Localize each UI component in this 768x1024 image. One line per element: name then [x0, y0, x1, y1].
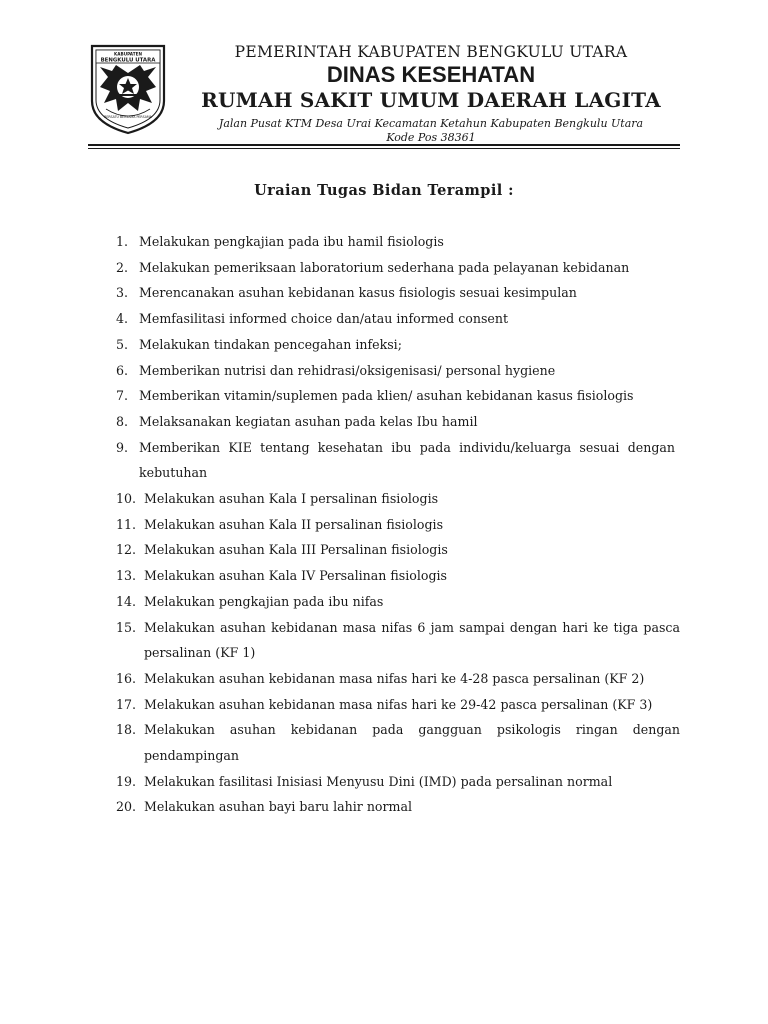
task-item: [0, 794, 680, 820]
task-number: 20.: [116, 799, 137, 815]
task-text: Memfasilitasi informed choice dan/atau informed consent: [139, 311, 509, 327]
task-text: Melakukan asuhan Kala II persalinan fisiologis: [144, 516, 444, 532]
task-number: 13.: [116, 568, 137, 584]
task-item: [0, 615, 680, 666]
task-item: [0, 383, 675, 409]
task-number: 15.: [116, 619, 137, 635]
task-item: [0, 486, 680, 512]
task-item: [0, 280, 675, 306]
task-number: 11.: [116, 516, 137, 532]
task-text: Melakukan asuhan Kala IV Persalinan fisiologis: [144, 568, 447, 584]
department-name: DINAS KESEHATAN: [326, 62, 536, 87]
task-text: Melakukan pemeriksaan laboratorium sederhana pada pelayanan kebidanan: [139, 259, 630, 275]
task-number: 3.: [116, 285, 129, 301]
task-number: 17.: [116, 696, 137, 712]
task-number: 5.: [116, 336, 129, 352]
task-number: 10.: [116, 491, 137, 507]
task-text: Memberikan nutrisi dan rehidrasi/oksigenisasi/ personal hygiene: [139, 362, 556, 378]
task-list: [0, 229, 768, 820]
task-item: [0, 769, 680, 795]
task-item: [0, 229, 675, 255]
hospital-name: RUMAH SAKIT UMUM DAERAH LAGITA: [201, 88, 661, 112]
logo-text-top: KABUPATEN: [114, 51, 142, 57]
task-number: 7.: [116, 388, 129, 404]
letterhead-text: [178, 42, 684, 144]
letterhead-divider: [88, 144, 680, 146]
task-item: [0, 717, 680, 768]
task-number: 4.: [116, 311, 129, 327]
task-text: Melakukan pengkajian pada ibu nifas: [144, 593, 384, 609]
task-text: Melakukan tindakan pencegahan infeksi;: [139, 336, 402, 352]
letterhead-divider-thin: [88, 148, 680, 149]
government-name: PEMERINTAH KABUPATEN BENGKULU UTARA: [234, 43, 628, 61]
task-item: [0, 512, 680, 538]
task-item: [0, 666, 680, 692]
task-number: 12.: [116, 542, 137, 558]
postal-code: Kode Pos 38361: [386, 131, 476, 144]
task-text: Memberikan vitamin/suplemen pada klien/ asuhan kebidanan kasus fisiologis: [139, 388, 634, 404]
task-item: [0, 409, 675, 435]
task-number: 14.: [116, 593, 137, 609]
task-text: Merencanakan asuhan kebidanan kasus fisiologis sesuai kesimpulan: [139, 285, 577, 301]
regency-logo: [88, 43, 168, 135]
task-number: 9.: [116, 439, 129, 455]
task-item: [0, 537, 680, 563]
address: Jalan Pusat KTM Desa Urai Kecamatan Ketahun Kabupaten Bengkulu Utara: [218, 117, 644, 130]
task-text: Memberikan KIE tentang kesehatan ibu pada individu/keluarga sesuai dengan kebutuhan: [139, 439, 675, 481]
task-text: Melakukan asuhan kebidanan masa nifas 6 jam sampai dengan hari ke tiga pasca persalinan (KF 1): [144, 619, 680, 661]
task-item: [0, 255, 675, 281]
task-item: [0, 358, 675, 384]
task-text: Melakukan asuhan kebidanan masa nifas hari ke 29-42 pasca persalinan (KF 3): [144, 696, 653, 712]
task-text: Melakukan asuhan bayi baru lahir normal: [144, 799, 413, 815]
task-text: Melakukan fasilitasi Inisiasi Menyusu Dini (IMD) pada persalinan normal: [144, 773, 613, 789]
task-text: Melaksanakan kegiatan asuhan pada kelas Ibu hamil: [139, 413, 478, 429]
task-number: 8.: [116, 413, 129, 429]
task-text: Melakukan pengkajian pada ibu hamil fisiologis: [139, 234, 444, 249]
task-item: [0, 692, 680, 718]
document-title: Uraian Tugas Bidan Terampil :: [254, 182, 514, 199]
logo-text-motto: BERSATU BERSAMA PERSAMA: [104, 115, 152, 119]
task-number: 19.: [116, 773, 137, 789]
task-item: [0, 563, 680, 589]
task-number: 16.: [116, 670, 137, 686]
task-text: Melakukan asuhan Kala I persalinan fisiologis: [144, 491, 439, 507]
task-item: [0, 332, 675, 358]
task-number: 1.: [116, 234, 129, 249]
logo-text-name: BENGKULU UTARA: [100, 57, 156, 64]
task-number: 18.: [116, 722, 137, 738]
task-item: [0, 306, 675, 332]
task-item: [0, 435, 675, 486]
task-item: [0, 589, 680, 615]
task-number: 6.: [116, 362, 129, 378]
task-text: Melakukan asuhan Kala III Persalinan fisiologis: [144, 542, 448, 558]
task-text: Melakukan asuhan kebidanan masa nifas hari ke 4-28 pasca persalinan (KF 2): [144, 670, 645, 686]
task-number: 2.: [116, 259, 129, 275]
task-text: Melakukan asuhan kebidanan pada gangguan psikologis ringan dengan pendampingan: [144, 722, 680, 764]
